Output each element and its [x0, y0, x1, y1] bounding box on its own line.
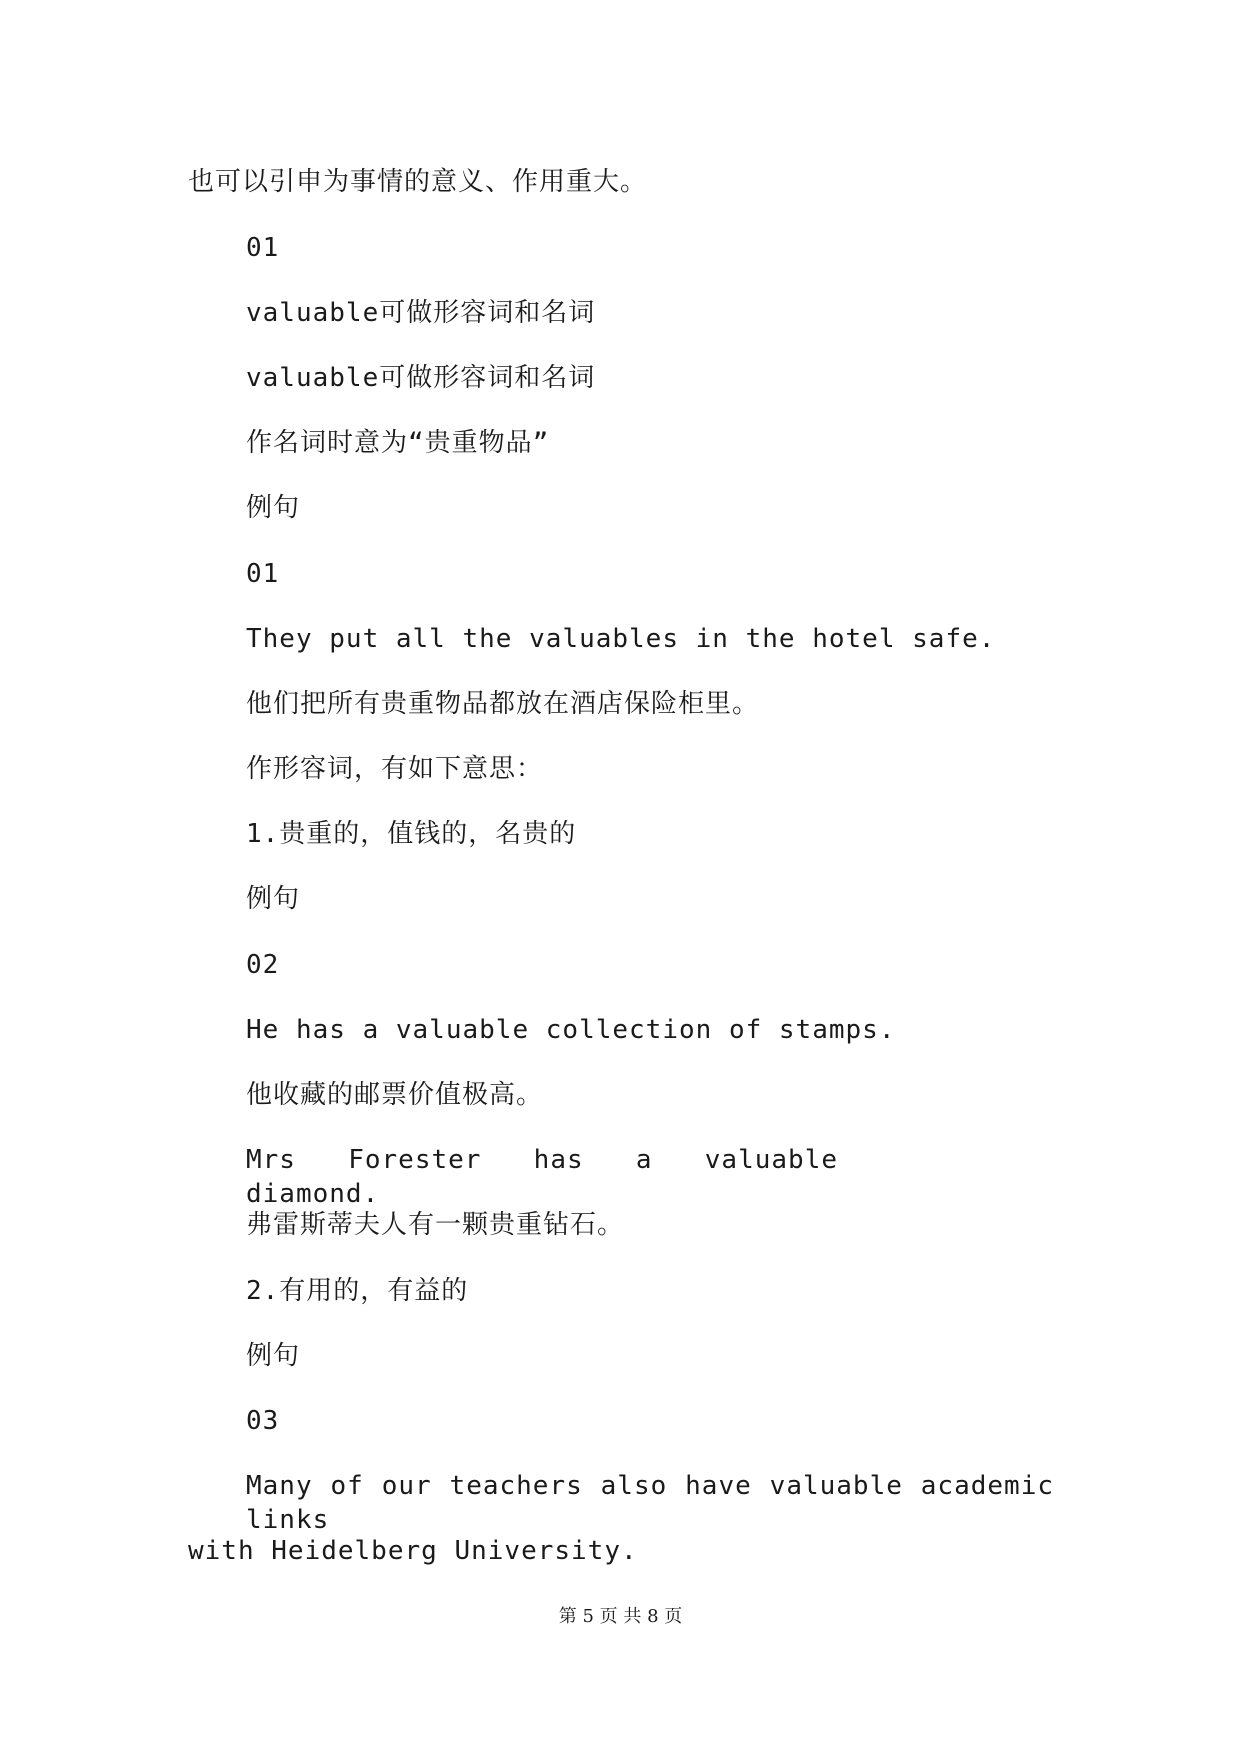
example-sentence-en-line2: with Heidelberg University. — [188, 1536, 638, 1566]
example-number-03: 03 — [246, 1406, 280, 1436]
noun-meaning: 作名词时意为“贵重物品” — [246, 428, 550, 458]
example-number-01: 01 — [246, 559, 280, 589]
heading-valuable-usage: valuable可做形容词和名词 — [246, 298, 596, 328]
page-footer: 第 5 页 共 8 页 — [558, 1606, 683, 1627]
example-sentence-en: He has a valuable collection of stamps. — [246, 1015, 896, 1045]
meaning-1: 1.贵重的，值钱的，名贵的 — [246, 819, 577, 849]
example-sentence-zh: 他收藏的邮票价值极高。 — [246, 1080, 544, 1110]
example-label: 例句 — [246, 493, 301, 523]
section-number-01: 01 — [246, 233, 280, 263]
heading-valuable-usage-repeat: valuable可做形容词和名词 — [246, 363, 596, 393]
example-number-02: 02 — [246, 950, 280, 980]
example-sentence-en: They put all the valuables in the hotel safe. — [246, 624, 996, 654]
example-sentence-zh: 弗雷斯蒂夫人有一颗贵重钻石。 — [246, 1210, 625, 1240]
adjective-meanings-intro: 作形容词，有如下意思： — [246, 754, 544, 784]
example-label: 例句 — [246, 1341, 301, 1371]
example-sentence-zh: 他们把所有贵重物品都放在酒店保险柜里。 — [246, 689, 760, 719]
example-sentence-en-line1: Many of our teachers also have valuable academic links — [246, 1471, 1054, 1535]
paragraph-meaning-extension: 也可以引申为事情的意义、作用重大。 — [188, 167, 648, 197]
example-sentence-en: Mrs Forester has a valuable diamond. — [246, 1145, 838, 1209]
meaning-2: 2.有用的，有益的 — [246, 1276, 469, 1306]
example-label: 例句 — [246, 884, 301, 914]
